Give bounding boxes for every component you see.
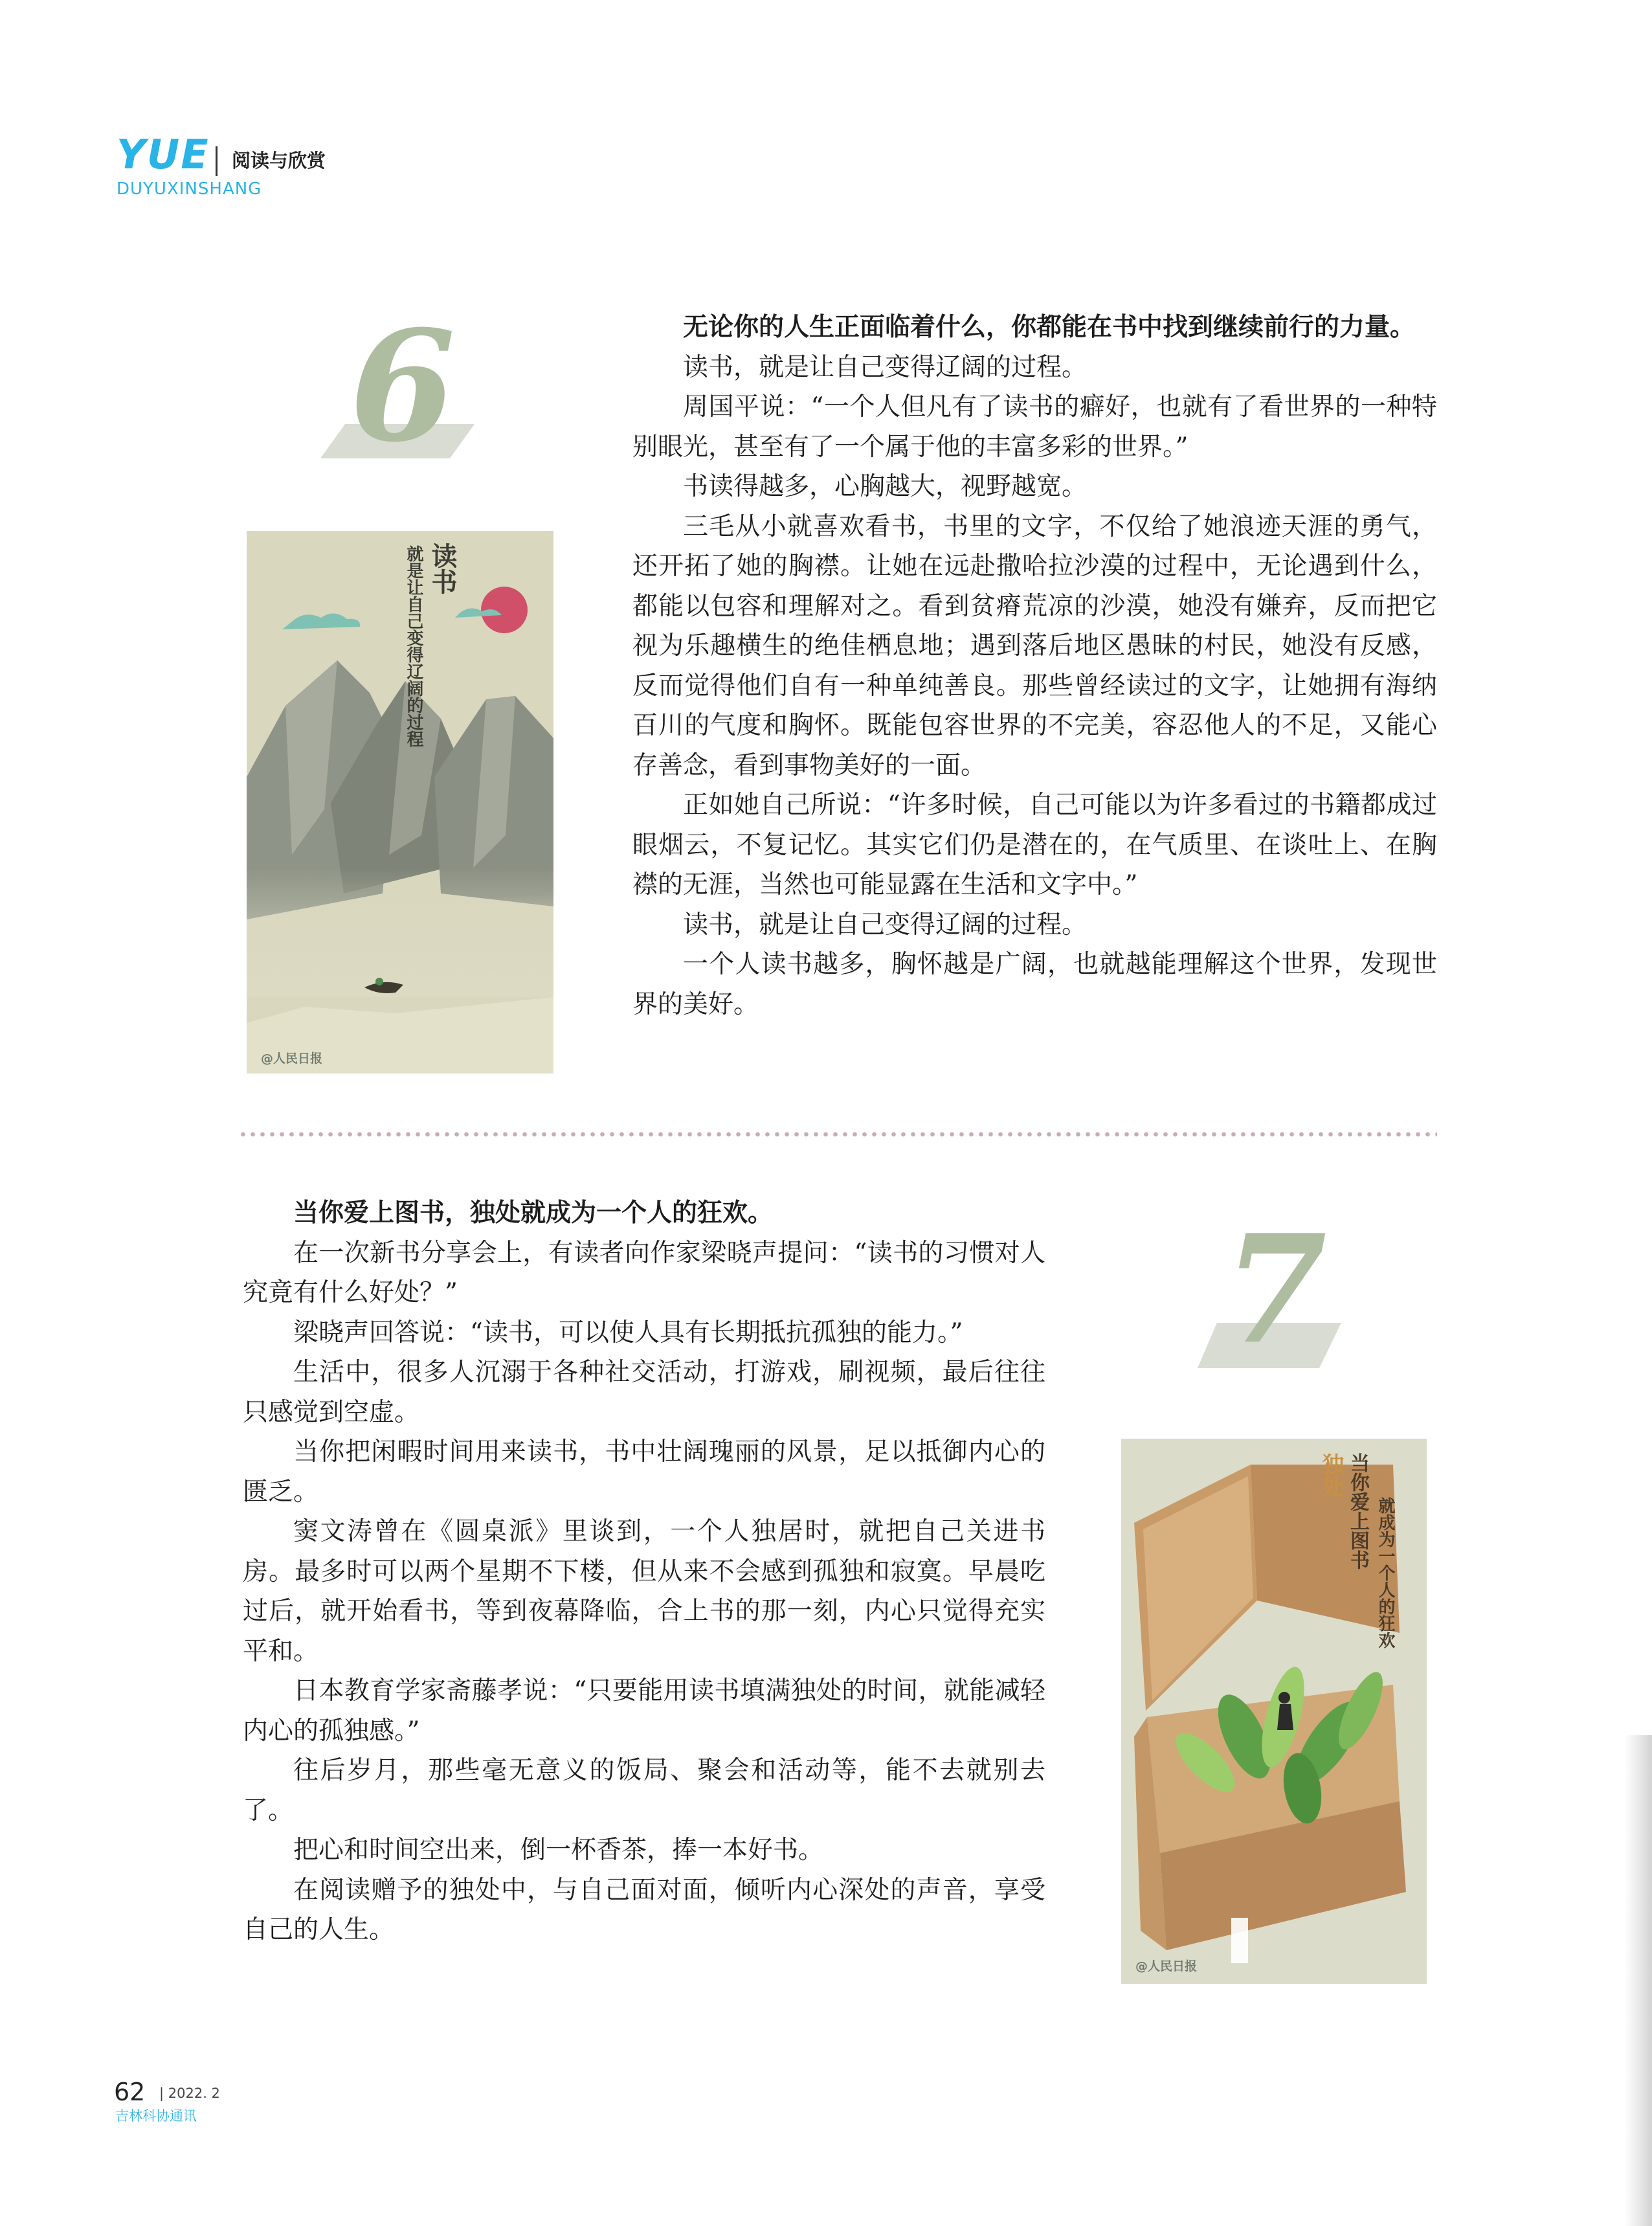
paragraph: 往后岁月，那些毫无意义的饭局、聚会和活动等，能不去就别去了。: [243, 1756, 1045, 1825]
header-divider: [216, 146, 218, 176]
section-6-lead: 无论你的人生正面临着什么，你都能在书中找到继续前行的力量。: [683, 313, 1416, 342]
section-title: 阅读与欣赏: [232, 150, 326, 172]
section-6-number-block: [320, 297, 476, 476]
page-number: 62: [114, 2078, 146, 2106]
paragraph: 生活中，很多人沉溺于各种社交活动，打游戏，刷视频，最后往往只感觉到空虚。: [243, 1358, 1045, 1427]
poster-solitude-line1: 当你爱上图书: [1346, 1453, 1369, 1569]
poster-reading-art: [247, 531, 553, 1074]
poster-solitude-line2: 独处: [1318, 1453, 1344, 1497]
poster-solitude-watermark: @人民日报: [1135, 1959, 1198, 1973]
paragraph: 正如她自己所说：“许多时候，自己可能以为许多看过的书籍都成过眼烟云，不复记忆。其实它们仍是潜在的，在气质里、在谈吐上、在胸襟的无涯，当然也可能显露在生活和文字中。”: [632, 791, 1437, 899]
poster-reading-line: 就是让自己变得辽阔的过程: [404, 545, 423, 747]
number-7: 7: [1223, 1202, 1328, 1377]
section-7-lead: 当你爱上图书，独处就成为一个人的狂欢。: [293, 1198, 774, 1228]
poster-reading-title: 读书: [427, 543, 457, 594]
section-pinyin: DUYUXINSHANG: [117, 179, 262, 199]
section-6-text: [632, 308, 1437, 1024]
paragraph: 在阅读赠予的独处中，与自己面对面，倾听内心深处的声音，享受自己的人生。: [243, 1875, 1045, 1944]
paragraph: 在一次新书分享会上，有读者向作家梁晓声提问：“读书的习惯对人究竟有什么好处？”: [243, 1238, 1045, 1307]
paragraph: 读书，就是让自己变得辽阔的过程。: [683, 352, 1088, 382]
paragraph: 梁晓声回答说：“读书，可以使人具有长期抵抗孤独的能力。”: [293, 1318, 963, 1347]
paragraph: 一个人读书越多，胸怀越是广阔，也就越能理解这个世界，发现世界的美好。: [632, 950, 1437, 1019]
section-divider: [238, 1132, 1437, 1137]
section-7-number-block: [1198, 1202, 1341, 1377]
paragraph: 当你把闲暇时间用来读书，书中壮阔瑰丽的风景，足以抵御内心的匮乏。: [243, 1437, 1045, 1507]
page-edge-shadow: [1625, 1735, 1652, 2226]
poster-solitude: [1121, 1439, 1427, 1984]
poster-reading: [247, 531, 553, 1074]
number-6: 6: [350, 297, 456, 476]
paragraph: 把心和时间空出来，倒一杯香茶，捧一本好书。: [293, 1836, 824, 1865]
paragraph: 三毛从小就喜欢看书，书里的文字，不仅给了她浪迹天涯的勇气，还开拓了她的胸襟。让她在远赴撒哈拉沙漠的过程中，无论遇到什么，都能以包容和理解对之。看到贫瘠荒凉的沙漠，她没有嫌弃，反而把它视为乐趣横生的绝佳栖息地；遇到落后地区愚昧的村民，她没有反感，反而觉得他们自有一种单纯善良。那些曾经读过的文字，让她拥有海纳百川的气度和胸怀。既能包容世界的不完美，容忍他人的不足，又能心存善念，看到事物美好的一面。: [632, 512, 1437, 780]
bookmark-icon: [1231, 1918, 1248, 1963]
magazine-name: 吉林科协通讯: [115, 2108, 197, 2124]
paragraph: 窦文涛曾在《圆桌派》里谈到，一个人独居时，就把自己关进书房。最多时可以两个星期不下楼，但从来不会感到孤独和寂寞。早晨吃过后，就开始看书，等到夜幕降临，合上书的那一刻，内心只觉得充实平和。: [243, 1517, 1045, 1666]
paragraph: 书读得越多，心胸越大，视野越宽。: [683, 472, 1088, 501]
paragraph: 周国平说：“一个人但凡有了读书的癖好，也就有了看世界的一种特别眼光，甚至有了一个属于他的丰富多彩的世界。”: [632, 392, 1437, 462]
poster-solitude-line3: 就成为一个人的狂欢: [1376, 1497, 1395, 1648]
section-7-text: [243, 1193, 1045, 1950]
paragraph: 读书，就是让自己变得辽阔的过程。: [683, 910, 1088, 939]
poster-reading-watermark: @人民日报: [261, 1051, 323, 1066]
magazine-logo: YUE: [117, 131, 210, 178]
issue-date: | 2022. 2: [159, 2085, 220, 2101]
reader-figure-icon: [1278, 1692, 1290, 1703]
cloud-icon: [282, 613, 360, 629]
paragraph: 日本教育学家斋藤孝说：“只要能用读书填满独处的时间，就能减轻内心的孤独感。”: [243, 1676, 1045, 1746]
